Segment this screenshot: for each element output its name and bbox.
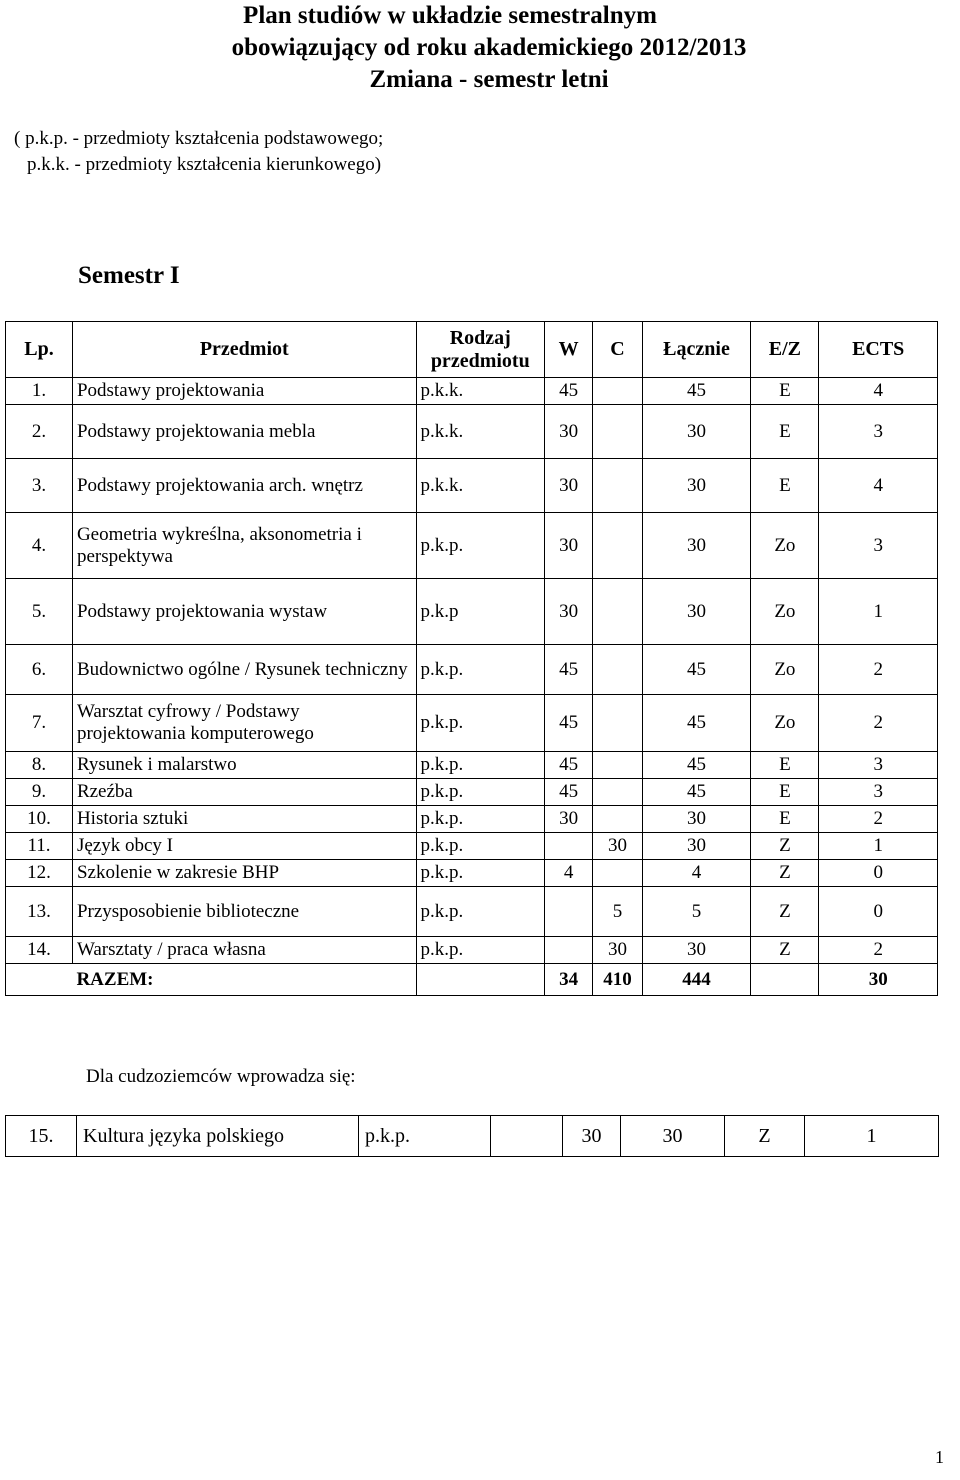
cell-kind: p.k.p. <box>416 513 544 579</box>
cell-w: 45 <box>544 645 592 695</box>
cell-subject: Historia sztuki <box>72 806 416 833</box>
cell-w: 30 <box>544 806 592 833</box>
cell-c <box>593 405 642 459</box>
cell-ects: 3 <box>819 513 938 579</box>
summary-label: RAZEM: <box>72 964 416 996</box>
cell-kind: p.k.p. <box>416 937 544 964</box>
cell-subject: Rysunek i malarstwo <box>72 752 416 779</box>
extra-w <box>491 1116 563 1157</box>
cell-ez: E <box>751 378 819 405</box>
cell-kind: p.k.p. <box>416 695 544 752</box>
cell-subject: Warsztaty / praca własna <box>72 937 416 964</box>
cell-kind: p.k.p. <box>416 860 544 887</box>
page-number: 1 <box>935 1447 944 1467</box>
table-row <box>6 695 938 752</box>
summary-kind <box>416 964 544 996</box>
summary-total: 444 <box>642 964 751 996</box>
cell-ects: 3 <box>819 752 938 779</box>
cell-kind: p.k.k. <box>416 405 544 459</box>
cell-w: 4 <box>544 860 592 887</box>
header-w: W <box>544 322 592 378</box>
header-kind-line1: Rodzaj <box>449 326 511 349</box>
table-row <box>6 405 938 459</box>
plan-subtitle-year: obowiązujący od roku akademickiego 2012/2013 <box>231 34 747 61</box>
cell-total: 30 <box>642 806 751 833</box>
cell-kind: p.k.k. <box>416 378 544 405</box>
semester-heading: Semestr I <box>78 262 180 289</box>
extra-ects: 1 <box>805 1116 939 1157</box>
cell-kind: p.k.p. <box>416 806 544 833</box>
plan-title: Plan studiów w układzie semestralnym <box>243 2 657 29</box>
cell-total: 30 <box>642 405 751 459</box>
cell-ects: 1 <box>819 579 938 645</box>
cell-lp: 14. <box>6 937 73 964</box>
cell-w: 30 <box>544 405 592 459</box>
cell-total: 4 <box>642 860 751 887</box>
header-c: C <box>593 322 642 378</box>
extra-ez: Z <box>725 1116 805 1157</box>
cell-ects: 3 <box>819 779 938 806</box>
cell-w: 45 <box>544 752 592 779</box>
cell-w <box>544 887 592 937</box>
cell-ects: 0 <box>819 860 938 887</box>
cell-w: 45 <box>544 695 592 752</box>
cell-w <box>544 833 592 860</box>
cell-subject: Podstawy projektowania <box>72 378 416 405</box>
extra-total: 30 <box>621 1116 725 1157</box>
cell-c <box>593 459 642 513</box>
cell-kind: p.k.p. <box>416 887 544 937</box>
cell-c <box>593 579 642 645</box>
cell-lp: 9. <box>6 779 73 806</box>
cell-kind: p.k.p <box>416 579 544 645</box>
cell-total: 30 <box>642 579 751 645</box>
extra-course-table <box>5 1115 939 1157</box>
cell-total: 5 <box>642 887 751 937</box>
cell-c: 30 <box>593 833 642 860</box>
extra-lp: 15. <box>6 1116 77 1157</box>
cell-ez: Z <box>751 833 819 860</box>
cell-kind: p.k.p. <box>416 752 544 779</box>
cell-ects: 2 <box>819 806 938 833</box>
cell-ects: 3 <box>819 405 938 459</box>
cell-total: 45 <box>642 695 751 752</box>
summary-ects: 30 <box>819 964 938 996</box>
cell-c <box>593 378 642 405</box>
summary-ez <box>751 964 819 996</box>
cell-subject: Podstawy projektowania mebla <box>72 405 416 459</box>
cell-lp: 12. <box>6 860 73 887</box>
cell-subject: Podstawy projektowania arch. wnętrz <box>72 459 416 513</box>
legend-pkk: p.k.k. - przedmioty kształcenia kierunkowego) <box>27 154 382 175</box>
extra-c: 30 <box>563 1116 621 1157</box>
cell-subject: Rzeźba <box>72 779 416 806</box>
summary-w: 34 <box>544 964 592 996</box>
cell-w <box>544 937 592 964</box>
cell-c <box>593 645 642 695</box>
table-row <box>6 752 938 779</box>
cell-total: 45 <box>642 645 751 695</box>
cell-total: 30 <box>642 459 751 513</box>
cell-ez: Zo <box>751 513 819 579</box>
cell-subject: Szkolenie w zakresie BHP <box>72 860 416 887</box>
header-ez: E/Z <box>751 322 819 378</box>
extra-kind: p.k.p. <box>359 1116 491 1157</box>
table-row <box>6 645 938 695</box>
header-kind <box>416 322 544 378</box>
cell-lp: 11. <box>6 833 73 860</box>
cell-w: 45 <box>544 779 592 806</box>
cell-kind: p.k.k. <box>416 459 544 513</box>
cell-lp: 7. <box>6 695 73 752</box>
cell-subject: Warsztat cyfrowy / Podstawy projektowania komputerowego <box>72 695 416 752</box>
cell-w: 30 <box>544 579 592 645</box>
cell-total: 45 <box>642 752 751 779</box>
cell-w: 30 <box>544 459 592 513</box>
cell-ez: Z <box>751 860 819 887</box>
cell-w: 45 <box>544 378 592 405</box>
header-ects: ECTS <box>819 322 938 378</box>
cell-ects: 1 <box>819 833 938 860</box>
cell-subject: Budownictwo ogólne / Rysunek techniczny <box>72 645 416 695</box>
summary-empty <box>6 964 73 996</box>
cell-total: 30 <box>642 833 751 860</box>
cell-total: 45 <box>642 779 751 806</box>
table-row <box>6 806 938 833</box>
extra-subject: Kultura języka polskiego <box>77 1116 359 1157</box>
cell-c <box>593 752 642 779</box>
header-kind-line2: przedmiotu <box>430 349 530 372</box>
table-row <box>6 513 938 579</box>
cell-c: 30 <box>593 937 642 964</box>
cell-c <box>593 806 642 833</box>
cell-c <box>593 860 642 887</box>
foreign-students-note: Dla cudzoziemców wprowadza się: <box>86 1066 356 1087</box>
cell-ez: E <box>751 405 819 459</box>
cell-total: 30 <box>642 513 751 579</box>
cell-kind: p.k.p. <box>416 833 544 860</box>
cell-lp: 8. <box>6 752 73 779</box>
cell-ez: E <box>751 459 819 513</box>
cell-ects: 2 <box>819 695 938 752</box>
summary-c: 410 <box>593 964 642 996</box>
cell-lp: 5. <box>6 579 73 645</box>
cell-subject: Przysposobienie biblioteczne <box>72 887 416 937</box>
summary-row <box>6 964 938 996</box>
cell-lp: 4. <box>6 513 73 579</box>
cell-c: 5 <box>593 887 642 937</box>
table-row <box>6 860 938 887</box>
extra-row <box>6 1116 939 1157</box>
cell-kind: p.k.p. <box>416 645 544 695</box>
cell-ez: Zo <box>751 645 819 695</box>
legend-pkp: ( p.k.p. - przedmioty kształcenia podstawowego; <box>14 128 384 149</box>
plan-subtitle-semester: Zmiana - semestr letni <box>369 66 609 93</box>
cell-subject: Język obcy I <box>72 833 416 860</box>
cell-ects: 2 <box>819 937 938 964</box>
table-header-row <box>6 322 938 378</box>
cell-kind: p.k.p. <box>416 779 544 806</box>
cell-lp: 1. <box>6 378 73 405</box>
cell-ez: Zo <box>751 695 819 752</box>
cell-total: 45 <box>642 378 751 405</box>
cell-ez: Z <box>751 937 819 964</box>
cell-ects: 0 <box>819 887 938 937</box>
cell-w: 30 <box>544 513 592 579</box>
table-row <box>6 579 938 645</box>
cell-c <box>593 779 642 806</box>
cell-ez: E <box>751 806 819 833</box>
table-row <box>6 937 938 964</box>
cell-subject: Geometria wykreślna, aksonometria i perspektywa <box>72 513 416 579</box>
table-row <box>6 833 938 860</box>
cell-ez: Z <box>751 887 819 937</box>
cell-lp: 13. <box>6 887 73 937</box>
header-subject: Przedmiot <box>72 322 416 378</box>
cell-subject: Podstawy projektowania wystaw <box>72 579 416 645</box>
cell-ez: E <box>751 752 819 779</box>
cell-ects: 2 <box>819 645 938 695</box>
cell-c <box>593 695 642 752</box>
cell-ez: E <box>751 779 819 806</box>
header-lp: Lp. <box>6 322 73 378</box>
table-row <box>6 887 938 937</box>
cell-lp: 3. <box>6 459 73 513</box>
cell-ez: Zo <box>751 579 819 645</box>
header-total: Łącznie <box>642 322 751 378</box>
cell-ects: 4 <box>819 378 938 405</box>
table-row <box>6 459 938 513</box>
cell-lp: 6. <box>6 645 73 695</box>
table-row <box>6 779 938 806</box>
cell-c <box>593 513 642 579</box>
cell-lp: 10. <box>6 806 73 833</box>
cell-ects: 4 <box>819 459 938 513</box>
cell-total: 30 <box>642 937 751 964</box>
study-plan-table <box>5 321 938 996</box>
table-row <box>6 378 938 405</box>
cell-lp: 2. <box>6 405 73 459</box>
